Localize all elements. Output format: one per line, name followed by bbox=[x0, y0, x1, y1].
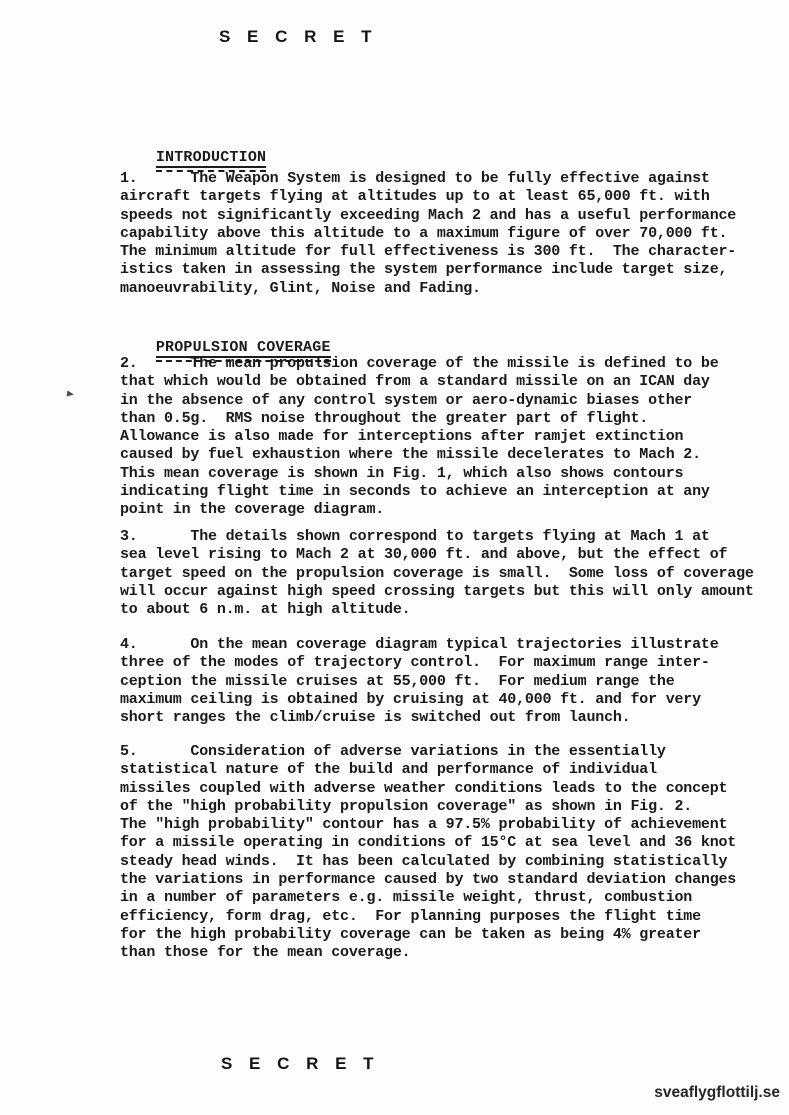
text-line: maximum ceiling is obtained by cruising at 40,000 ft. and for very bbox=[120, 690, 701, 708]
text-line: 4. On the mean coverage diagram typical trajectories illustrate bbox=[120, 636, 719, 653]
paragraph-3 bbox=[120, 528, 754, 619]
text-line: 1. The Weapon System is designed to be fully effective against bbox=[120, 170, 710, 187]
classification-banner-top: S E C R E T bbox=[219, 27, 378, 46]
text-line: three of the modes of trajectory control. For maximum range inter- bbox=[120, 654, 710, 672]
text-line: short ranges the climb/cruise is switched out from launch. bbox=[120, 709, 631, 727]
text-line: point in the coverage diagram. bbox=[120, 501, 385, 519]
text-line: for a missile operating in conditions of 15°C at sea level and 36 knot bbox=[120, 834, 737, 852]
text-line: istics taken in assessing the system performance include target size, bbox=[120, 261, 728, 279]
text-line: for the high probability coverage can be taken as being 4% greater bbox=[120, 925, 701, 943]
text-line: efficiency, form drag, etc. For planning purposes the flight time bbox=[120, 907, 701, 925]
text-line: ception the missile cruises at 55,000 ft. For medium range the bbox=[120, 672, 675, 690]
text-line: caused by fuel exhaustion where the missile decelerates to Mach 2. bbox=[120, 446, 701, 464]
text-line: will occur against high speed crossing targets but this will only amount bbox=[120, 582, 754, 600]
text-line: statistical nature of the build and performance of individual bbox=[120, 761, 657, 779]
section-heading-propulsion-coverage-text: PROPULSION COVERAGE bbox=[155, 339, 331, 356]
text-line: than those for the mean coverage. bbox=[120, 944, 411, 962]
text-line: speeds not significantly exceeding Mach 2 and has a useful performance bbox=[120, 206, 737, 224]
text-line: than 0.5g. RMS noise throughout the greater part of flight. bbox=[120, 409, 649, 427]
paragraph-2 bbox=[120, 355, 719, 520]
margin-pencil-tick-mark bbox=[67, 391, 75, 398]
text-line: in the absence of any control system or aero-dynamic biases other bbox=[120, 391, 693, 409]
text-line: indicating flight time in seconds to achieve an interception at any bbox=[120, 483, 710, 501]
text-line: 3. The details shown correspond to targets flying at Mach 1 at bbox=[120, 528, 710, 545]
text-line: 5. Consideration of adverse variations in the essentially bbox=[120, 743, 666, 760]
text-line: The "high probability" contour has a 97.5% probability of achievement bbox=[120, 816, 728, 834]
text-line: target speed on the propulsion coverage is small. Some loss of coverage bbox=[120, 564, 754, 582]
section-heading-introduction-text: INTRODUCTION bbox=[155, 149, 267, 166]
site-watermark: sveaflygflottilj.se bbox=[654, 1084, 780, 1101]
text-line: sea level rising to Mach 2 at 30,000 ft. and above, but the effect of bbox=[120, 546, 728, 564]
text-line: The minimum altitude for full effectiveness is 300 ft. The character- bbox=[120, 243, 737, 261]
text-line: in a number of parameters e.g. missile weight, thrust, combustion bbox=[120, 889, 693, 907]
paragraph-1 bbox=[120, 170, 736, 298]
text-line: Allowance is also made for interceptions after ramjet extinction bbox=[120, 428, 684, 446]
text-line: 2. The mean propulsion coverage of the missile is defined to be bbox=[120, 355, 719, 372]
text-line: the variations in performance caused by two standard deviation changes bbox=[120, 871, 737, 889]
paragraph-4 bbox=[120, 636, 719, 727]
text-line: that which would be obtained from a standard missile on an ICAN day bbox=[120, 373, 710, 391]
text-line: to about 6 n.m. at high altitude. bbox=[120, 601, 411, 619]
text-line: manoeuvrability, Glint, Noise and Fading. bbox=[120, 279, 481, 297]
text-line: capability above this altitude to a maximum figure of over 70,000 ft. bbox=[120, 224, 728, 242]
classification-banner-bottom: S E C R E T bbox=[221, 1054, 380, 1073]
text-line: steady head winds. It has been calculated by combining statistically bbox=[120, 852, 728, 870]
text-line: missiles coupled with adverse weather conditions leads to the concept bbox=[120, 779, 728, 797]
text-line: aircraft targets flying at altitudes up to at least 65,000 ft. with bbox=[120, 188, 710, 206]
text-line: of the "high probability propulsion coverage" as shown in Fig. 2. bbox=[120, 797, 693, 815]
paragraph-5 bbox=[120, 743, 736, 963]
text-line: This mean coverage is shown in Fig. 1, which also shows contours bbox=[120, 464, 684, 482]
